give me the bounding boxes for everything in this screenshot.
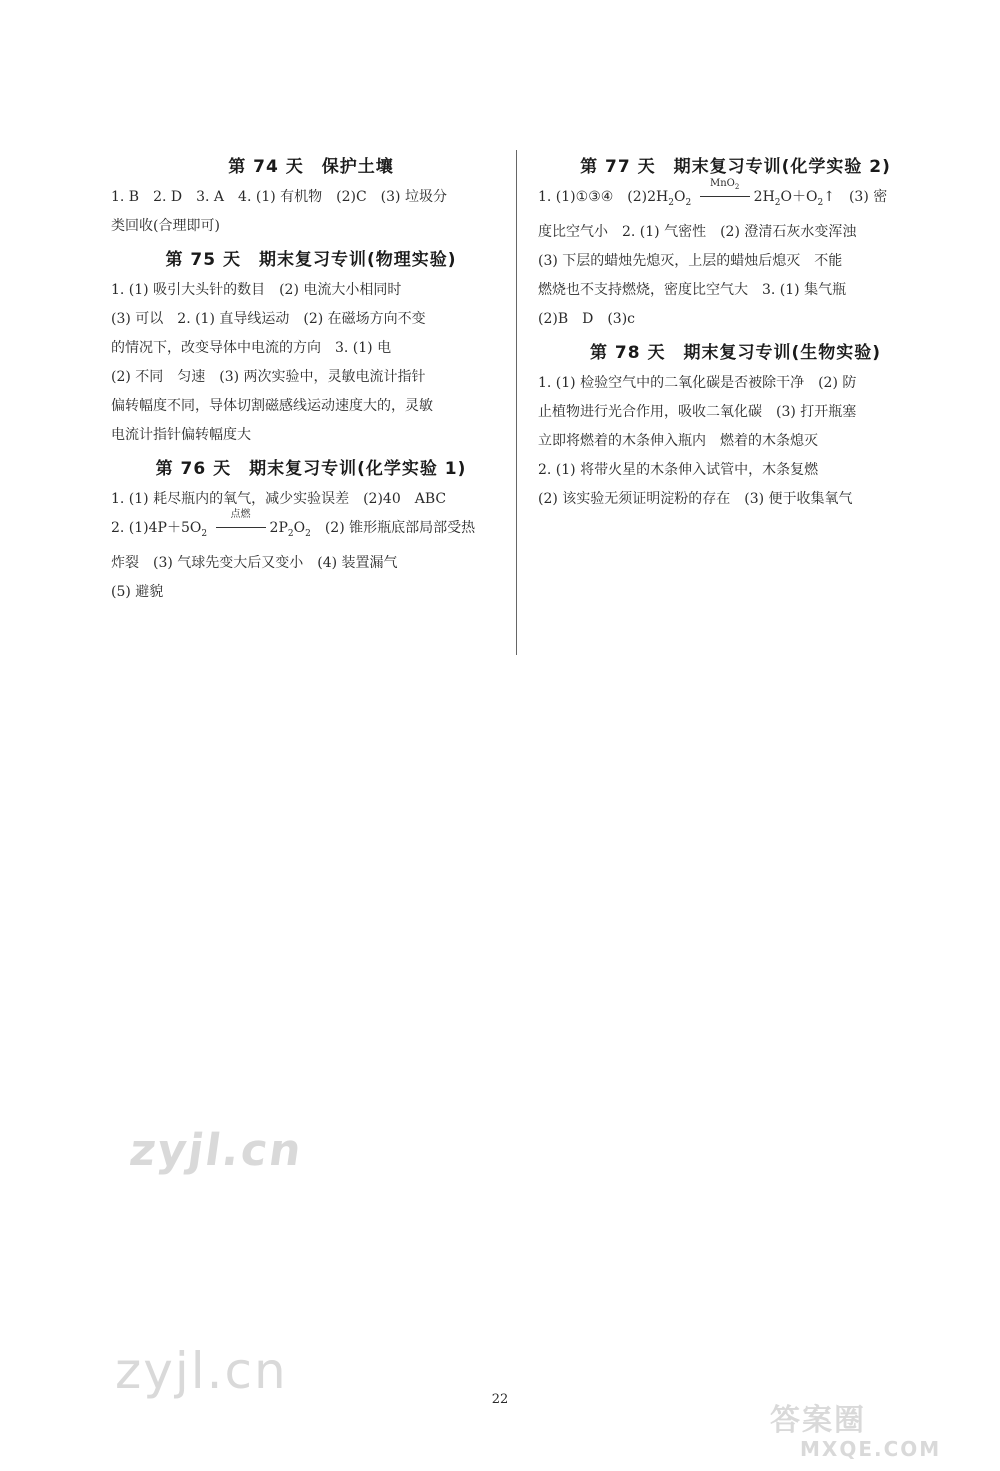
day77-eq-right-2: O＋O	[780, 189, 818, 205]
catalyst-condition	[696, 178, 754, 212]
column-divider	[516, 150, 517, 655]
subscript: 2	[685, 197, 692, 208]
right-column	[538, 148, 933, 514]
day76-eq-tail: (2) 锥形瓶底部局部受热	[310, 520, 476, 536]
day76-heading: 第 76 天 期末复习专训(化学实验 1)	[155, 459, 467, 479]
day75-heading: 第 75 天 期末复习专训(物理实验)	[165, 250, 457, 270]
watermark-daanquan: 答案圈	[770, 1403, 866, 1438]
day74-heading: 第 74 天 保护土壤	[228, 157, 394, 177]
day78-line-5: (2) 该实验无须证明淀粉的存在 (3) 便于收集氧气	[538, 490, 853, 507]
day77-eq-right: 2H	[753, 189, 775, 205]
day75-line-6: 电流计指针偏转幅度大	[111, 427, 251, 443]
catalyst-label: MnO$_2$	[709, 178, 740, 191]
day77-eq-tail: ↑ (3) 密	[823, 189, 888, 205]
day76-eq-right-2: O	[293, 520, 306, 536]
day75-line-4: (2) 不同 匀速 (3) 两次实验中，灵敏电流计指针	[111, 369, 426, 385]
day76-line-1: 1. (1) 耗尽瓶内的氧气，减少实验误差 (2)40 ABC	[111, 491, 447, 507]
day78-line-4: 2. (1) 将带火星的木条伸入试管中，木条复燃	[538, 461, 819, 478]
day74-line-1: 1. B 2. D 3. A 4. (1) 有机物 (2)C (3) 垃圾分	[111, 189, 447, 205]
day76-line-3: 炸裂 (3) 气球先变大后又变小 (4) 装置漏气	[111, 554, 398, 571]
day75-line-2: (3) 可以 2. (1) 直导线运动 (2) 在磁场方向不变	[111, 311, 426, 327]
day78-line-1: 1. (1) 检验空气中的二氧化碳是否被除干净 (2) 防	[538, 374, 857, 391]
day74-line-2: 类回收(合理即可)	[111, 218, 220, 234]
left-column	[111, 148, 511, 607]
day75-line-5: 偏转幅度不同，导体切割磁感线运动速度大的，灵敏	[111, 398, 433, 414]
watermark-zyjl-1: zyjl.cn	[126, 1125, 307, 1176]
subscript: 2	[287, 528, 294, 539]
day77-eq-left: 1. (1)①③④ (2)2H	[538, 189, 669, 205]
day75-line-3: 的情况下，改变导体中电流的方向 3. (1) 电	[111, 340, 392, 356]
subscript: 2	[305, 528, 311, 539]
subscript: 2	[817, 197, 824, 208]
page-number: 22	[491, 1392, 509, 1407]
day77-line-4: 燃烧也不支持燃烧，密度比空气大 3. (1) 集气瓶	[538, 281, 847, 298]
day77-line-3: (3) 下层的蜡烛先熄灭，上层的蜡烛后熄灭 不能	[538, 252, 843, 269]
day76-eq-left: 2. (1)4P＋5O	[111, 520, 202, 536]
watermark-mxqe: MXQE.COM	[800, 1437, 942, 1461]
reaction-condition	[212, 509, 270, 543]
watermark-zyjl-2: zyjl.cn	[115, 1342, 288, 1400]
day78-line-3: 立即将燃着的木条伸入瓶内 燃着的木条熄灭	[538, 432, 818, 449]
day77-line-5: (2)B D (3)c	[538, 310, 636, 327]
day78-heading: 第 78 天 期末复习专训(生物实验)	[589, 342, 882, 363]
day77-line-1: 1. (1)①③④ $(2)2H_2O_2$ MnO$_2$ $2H_2O+O_2↑$ (3) 密	[538, 183, 933, 218]
day78-line-2: 止植物进行光合作用，吸收二氧化碳 (3) 打开瓶塞	[538, 403, 857, 420]
subscript: 2	[774, 197, 781, 208]
subscript: 2	[201, 528, 208, 539]
day77-line-2: 度比空气小 2. (1) 气密性 (2) 澄清石灰水变浑浊	[538, 223, 857, 240]
condition-label: 点燃	[230, 509, 251, 520]
day77-heading: 第 77 天 期末复习专训(化学实验 2)	[580, 157, 891, 177]
day75-line-1: 1. (1) 吸引大头针的数目 (2) 电流大小相同时	[111, 282, 402, 298]
day76-line-2	[111, 509, 511, 549]
day76-eq-right: 2P	[269, 520, 288, 536]
day76-line-4: (5) 避貌	[111, 583, 164, 600]
subscript: 2	[668, 197, 674, 208]
